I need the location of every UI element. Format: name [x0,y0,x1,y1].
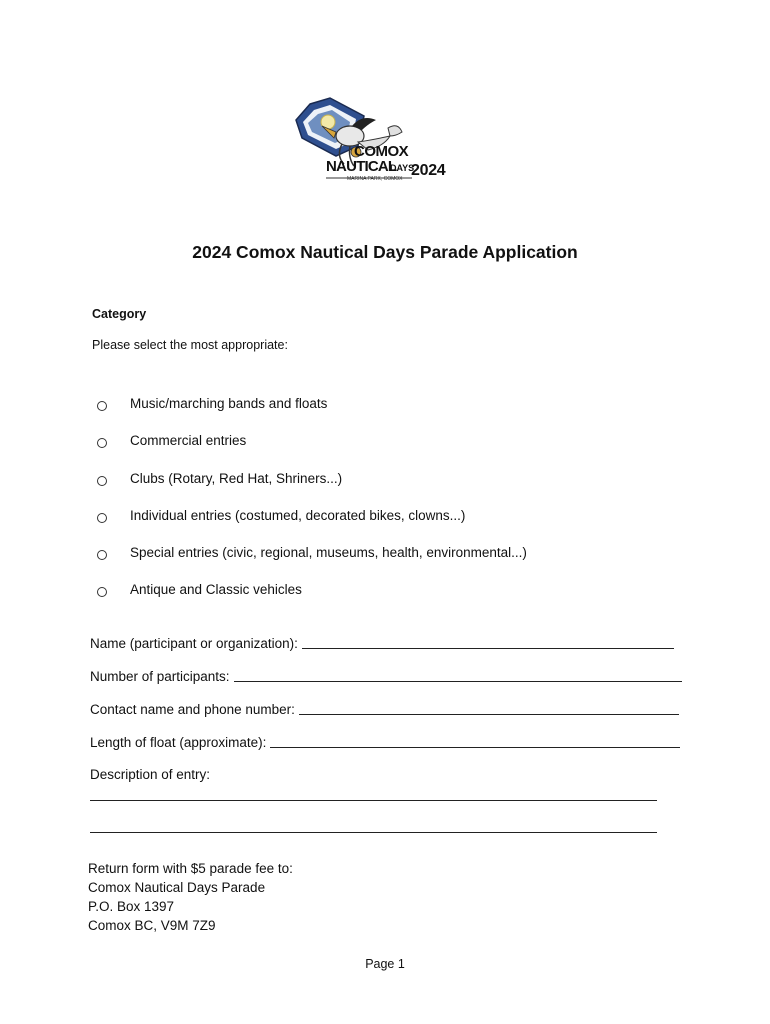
description-input-line-2[interactable] [90,832,657,833]
contact-field [90,702,679,717]
return-city-postal: Comox BC, V9M 7Z9 [88,918,216,933]
radio-button[interactable] [97,438,107,448]
category-instruction: Please select the most appropriate: [92,338,288,352]
logo-subtitle-text: MARINA PARK, COMOX [347,176,403,182]
float-length-field [90,735,680,750]
comox-nautical-days-logo [292,96,454,186]
description-field [90,767,210,782]
return-instruction: Return form with $5 parade fee to: [88,861,293,876]
float-length-input-line[interactable] [270,735,680,748]
participants-field [90,669,682,684]
logo-comox-text: COMOX [354,143,409,160]
logo-nautical-text: NAUTICAL [326,158,397,175]
contact-input-line[interactable] [299,702,679,715]
float-length-field-label: Length of float (approximate): [90,735,267,750]
option-label: Clubs (Rotary, Red Hat, Shriners...) [130,470,343,486]
logo-year-text: 2024 [411,162,446,179]
radio-button[interactable] [97,401,107,411]
option-label: Music/marching bands and floats [130,396,328,411]
name-field-label: Name (participant or organization): [90,636,298,651]
option-label: Individual entries (costumed, decorated bikes, clowns...) [130,507,466,523]
radio-button[interactable] [97,550,107,560]
category-heading: Category [92,307,147,321]
radio-button[interactable] [97,587,107,597]
radio-button[interactable] [97,513,107,523]
return-address [88,859,293,935]
page-number: Page 1 [365,957,405,971]
return-recipient: Comox Nautical Days Parade [88,880,266,895]
option-label: Special entries (civic, regional, museums, health, environmental...) [130,545,527,561]
radio-button[interactable] [97,476,107,486]
logo-days-text: DAYS [390,163,415,173]
participants-input-line[interactable] [234,669,682,682]
participants-field-label: Number of participants: [90,669,230,684]
name-field [90,636,674,651]
option-label: Commercial entries [130,433,247,449]
name-input-line[interactable] [302,636,674,649]
description-input-line-1[interactable] [90,800,657,801]
description-field-label: Description of entry: [90,767,211,782]
contact-field-label: Contact name and phone number: [90,702,295,717]
page-title: 2024 Comox Nautical Days Parade Application [192,242,578,262]
return-po-box: P.O. Box 1397 [88,899,175,914]
option-label: Antique and Classic vehicles [130,582,302,598]
